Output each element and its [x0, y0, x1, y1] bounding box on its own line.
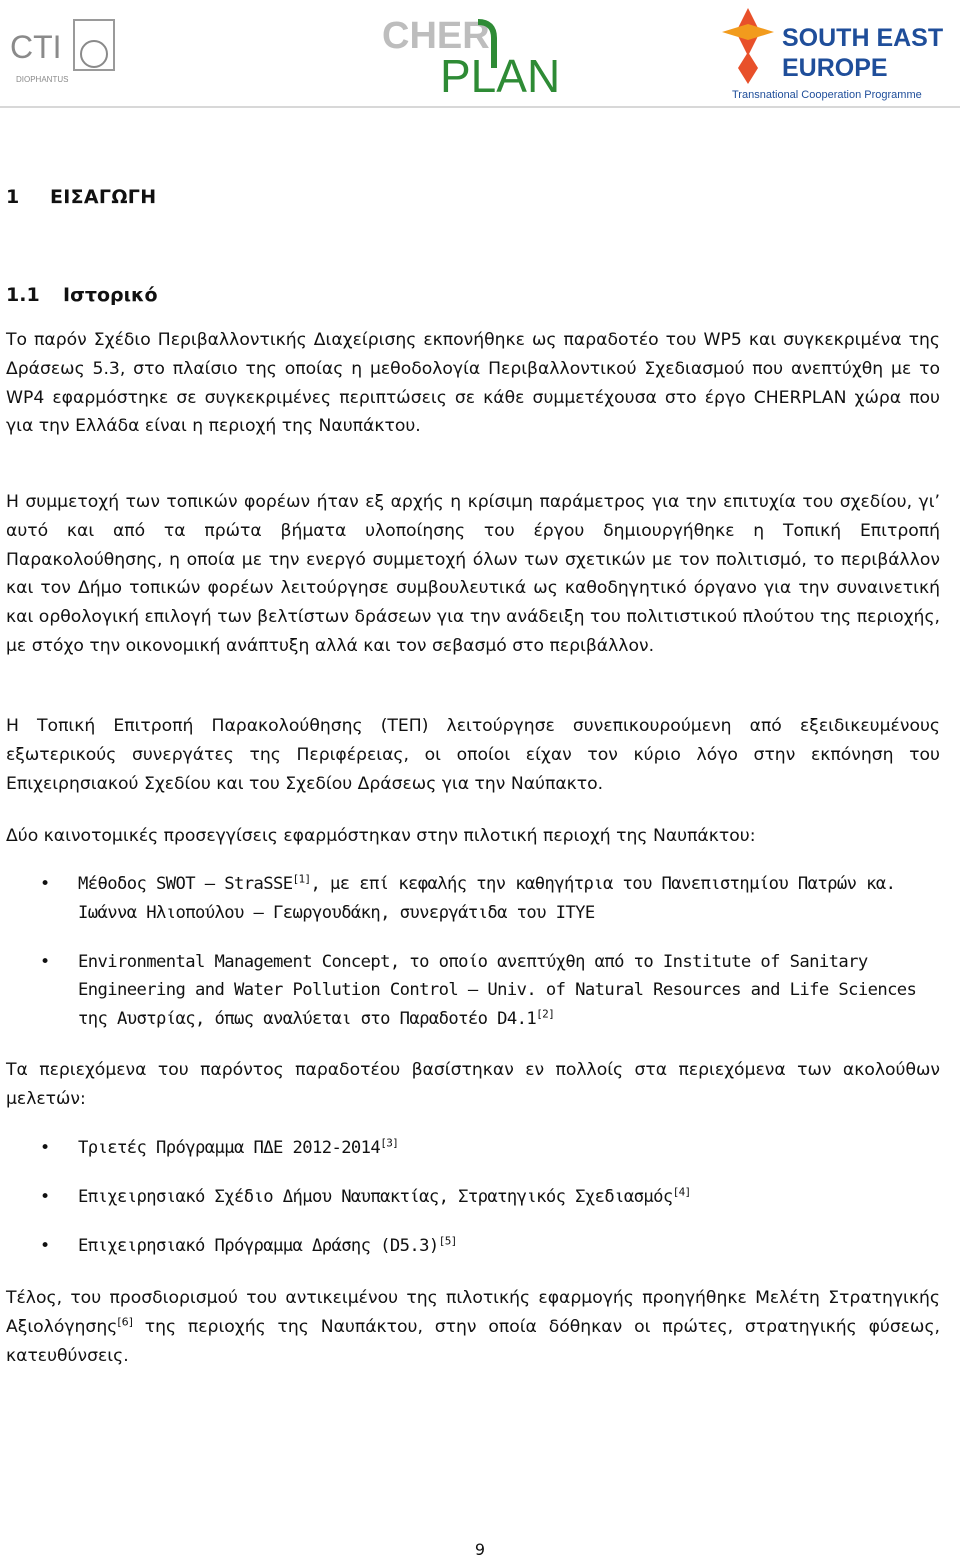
bullet: •	[40, 1235, 50, 1256]
paragraph-2: Η συμμετοχή των τοπικών φορέων ήταν εξ αρχής η κρίσιμη παράμετρος για την επιτυχία του σχεδίου, γι’ αυτό και από τα πρώτα βήματα υλοποίησης του έργου δημιουργήθηκε η Τοπική Επιτροπή Παρακολούθησης, η οποία με την ενεργό συμμετοχή όλων των σχετικών με τον πολιτισμό, το περιβάλλον και τον Δήμο τοπικών φορέων λειτούργησε συμβουλευτικά ως καθοδηγητικό όργανο για την συναινετική και ορθολογική επιλογή των βελτίστων δράσεων για την ανάδειξη του πολιτιστικού πλούτου της περιοχής, με στόχο την οικονομική ανάπτυξη αλλά και τον σεβασμό στο περιβάλλον.	[6, 492, 940, 656]
list-item	[6, 1134, 940, 1163]
section-number: 1	[6, 186, 20, 208]
paragraph-6	[6, 1284, 940, 1370]
bullet: •	[40, 874, 50, 894]
list-item	[6, 870, 940, 928]
page-number: 9	[474, 1540, 486, 1559]
paragraph-1: Το παρόν Σχέδιο Περιβαλλοντικής Διαχείρισης εκπονήθηκε ως παραδοτέο του WP5 και συγκεκριμένα της Δράσεως 5.3, στο πλαίσιο της οποίας η μεθοδολογία Περιβαλλοντικού Σχεδιασμού που ανεπτύχθη με το WP4 εφαρμόστηκε σε συγκεκριμένες περιπτώσεις σε κάθε συμμετέχουσα στο έργο CHERPLAN χώρα που για την Ελλάδα είναι η περιοχή της Ναυπάκτου.	[6, 330, 940, 437]
paragraph-6-text: Τέλος, του προσδιορισμού του αντικειμένου της πιλοτικής εφαρμογής προηγήθηκε Μελέτη Στρατηγικής Αξιολόγησης	[6, 1288, 940, 1337]
studies-list	[6, 1134, 940, 1260]
item-text: Μέθοδος SWOT – StraSSE	[78, 874, 293, 894]
bullet: •	[40, 1186, 50, 1207]
approaches-list	[6, 870, 940, 1034]
reference-marker: [5]	[438, 1233, 457, 1247]
section-heading	[6, 186, 156, 208]
see-logo-line3: Transnational Cooperation Programme	[732, 89, 922, 101]
item-text: Environmental Management Concept, το οποίο ανεπτύχθη από το Institute of Sanitary Engineering and Water Pollution Control – Univ. of Natural Resources and Life Sciences της Αυστρίας, όπως αναλύεται στο Παραδοτέο D4.1	[78, 951, 917, 1030]
bullet: •	[40, 1138, 50, 1158]
reference-marker: [2]	[536, 1007, 555, 1021]
paragraph-3: Η Τοπική Επιτροπή Παρακολούθησης (ΤΕΠ) λειτούργησε συνεπικουρούμενη από εξειδικευμένους εξωτερικούς συνεργάτες της Περιφέρειας, οι οποίοι είχαν τον κύριο λόγο στην εκπόνηση του Επιχειρησιακού Σχεδίου και του Σχεδίου Δράσεως για την Ναύπακτο.	[6, 716, 940, 794]
cherplan-logo	[380, 8, 570, 98]
section-title: ΕΙΣΑΓΩΓΗ	[50, 186, 157, 208]
list-item	[6, 1183, 940, 1212]
reference-marker: [1]	[292, 872, 311, 886]
subsection-heading	[6, 284, 158, 306]
item-text: Επιχειρησιακό Σχέδιο Δήμου Ναυπακτίας, Στρατηγικός Σχεδιασμός	[78, 1186, 673, 1207]
see-logo-line2: EUROPE	[782, 54, 888, 82]
item-text-cont: , με επί κεφαλής την καθηγήτρια του Πανεπιστημίου Πατρών κα. Ιωάννα Ηλιοπούλου – Γεωργουδάκη, συνεργάτιδα του ΙΤΥΕ	[78, 874, 896, 923]
bullet: •	[40, 951, 50, 972]
paragraph-6-text-cont: της περιοχής της Ναυπάκτου, στην οποία δόθηκαν οι πρώτες, στρατηγικής φύσεως, κατευθύνσεις.	[6, 1316, 940, 1366]
item-text: Τριετές Πρόγραμμα ΠΔΕ 2012-2014	[78, 1138, 381, 1158]
cti-logo-text: CTI	[10, 29, 62, 65]
cti-logo-subtext: DIOPHANTUS	[16, 75, 69, 84]
reference-marker: [4]	[672, 1185, 691, 1199]
subsection-title: Ιστορικό	[63, 284, 158, 306]
list-item	[6, 1232, 940, 1261]
see-logo-line1: SOUTH EAST	[782, 24, 944, 52]
subsection-number: 1.1	[6, 284, 40, 306]
paragraph-4: Δύο καινοτομικές προσεγγίσεις εφαρμόστηκαν στην πιλοτική περιοχή της Ναυπάκτου:	[6, 826, 756, 846]
see-programme-logo	[718, 6, 958, 102]
see-star-icon	[722, 8, 774, 84]
header-divider	[0, 106, 960, 108]
item-text: Επιχειρησιακό Πρόγραμμα Δράσης (D5.3)	[78, 1235, 439, 1256]
paragraph-5: Τα περιεχόμενα του παρόντος παραδοτέου βασίστηκαν εν πολλοίς στα περιεχόμενα των ακολούθων μελετών:	[6, 1060, 940, 1109]
cti-logo-circle	[81, 41, 107, 67]
cti-logo-frame	[74, 20, 114, 70]
cherplan-logo-bottom: PLAN	[440, 50, 561, 98]
page-header	[0, 0, 960, 110]
cherplan-logo-top: CHER	[382, 15, 490, 57]
reference-marker: [6]	[117, 1315, 133, 1329]
reference-marker: [3]	[380, 1136, 399, 1150]
cti-logo	[6, 14, 118, 92]
list-item	[6, 948, 940, 1034]
